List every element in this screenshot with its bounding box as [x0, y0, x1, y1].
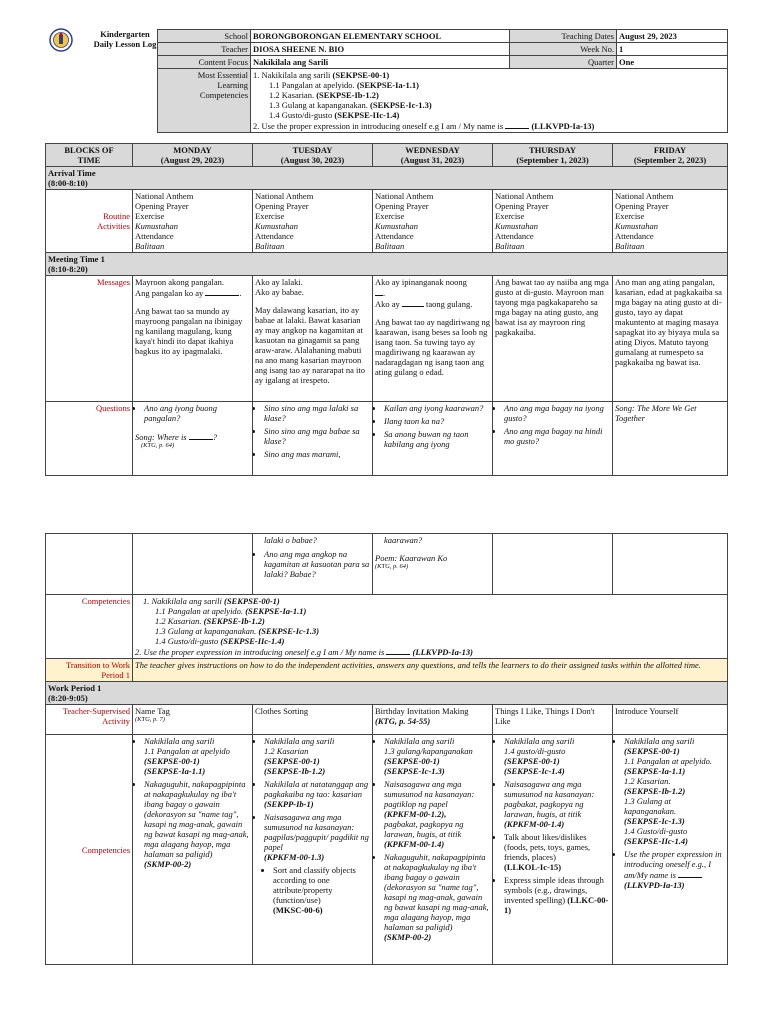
messages-tuesday: Ako ay lalaki. Ako ay babae. May dalawang kasarian, ito ay babae at lalaki. Bawat kasarian ay may angkop na kagamitan at kasuotan na ginagamit sa pang araw-araw. Alalahaning mabuti na ano mang kasarian mayroon ang isang tao ay nararapat na ito ay igalang at irespeto. — [253, 276, 373, 402]
questions-tuesday-cont: lalaki o babae? • Ano ang mga angkop na kagamitan at kasuotan para sa lalaki? Babae? — [253, 534, 373, 595]
routine-friday: National Anthem Opening Prayer Exercise Kumustahan Attendance Balitaan — [613, 190, 728, 253]
competency-item: 2. Use the proper expression in introducing oneself e.g I am / My name is (LLKVPD-Ia-13) — [135, 647, 473, 658]
arrival-time-heading: Arrival Time (8:00-8:10) — [46, 167, 728, 190]
work-period-heading: Work Period 1 (8:20-9:05) — [46, 682, 728, 705]
day-header-row — [46, 144, 728, 167]
tsa-friday: Introduce Yourself — [613, 705, 728, 735]
competencies2-thursday: • Nakikilala ang sarili 1.4 gusto/di-gusto (SEKPSE-00-1) (SEKPSE-Ic-1.4) • Naisasagawa ang mga sumusunod na kasanayan: pagbakat, pagkopya ng larawan, hugis, at titik (KPKFM-00-1.4) • Talk about likes/dislikes (foods, pets, toys, games, friends, places) (LLKOL-Ic-15) • Express simple ideas through symbols (e.g., drawings, invented spelling) (LLKC-00-1) — [493, 735, 613, 965]
melc-label: Most Essential Learning Competencies — [158, 69, 251, 133]
messages-row — [46, 276, 728, 402]
routine-monday: National Anthem Opening Prayer Exercise Kumustahan Attendance Balitaan — [133, 190, 253, 253]
tsa-monday: Name Tag (KTG, p. 7) — [133, 705, 253, 735]
transition-text: The teacher gives instructions on how to do the independent activities, answers any questions, and tells the learners to do their assigned tasks within the allotted time. — [133, 659, 728, 682]
tsa-thursday: Things I Like, Things I Don't Like — [493, 705, 613, 735]
teacher-label: Teacher — [158, 43, 251, 56]
melc-item: 1.1 Pangalan at apelyido. (SEKPSE-Ia-1.1) — [269, 80, 419, 91]
questions-continued-row — [46, 534, 728, 595]
meeting-time-heading: Meeting Time 1 (8:10-8:20) — [46, 253, 728, 276]
day-header-monday: MONDAY (August 29, 2023) — [133, 144, 253, 167]
day-header-tuesday: TUESDAY (August 30, 2023) — [253, 144, 373, 167]
competencies2-monday: • Nakikilala ang sarili 1.1 Pangalan at apelyido (SEKPSE-00-1) (SEKPSE-Ia-1.1) • Nakaguguhit, nakapagpipinta at nakapagkukulay ng iba't ibang bagay o gawain (dekorasyon sa "name tag", kasapi ng mag-anak, gawain ng bawat kasapi ng mag-anak, mga alagang hayop, mga halaman sa paligid) (SKMP-00-2) — [133, 735, 253, 965]
questions-wednesday: • Kailan ang iyong kaarawan? • Ilang taon ka na? • Sa anong buwan ng taon kabilang ang iyong — [373, 402, 493, 476]
melc-item: 1.4 Gusto/di-gusto (SEKPSE-IIc-1.4) — [269, 110, 400, 121]
messages-monday: Mayroon akong pangalan. Ang pangalan ko ay . Ang bawat tao sa mundo ay mayroong pangalan na ibinigay ng kanilang magulang, kung kaya't hindi ito dapat ikahiya bagkus ito ay ipagmalaki. — [133, 276, 253, 402]
messages-label: Messages — [46, 276, 133, 402]
blocks-of-time-header: BLOCKS OF TIME — [46, 144, 133, 167]
tsa-row — [46, 705, 728, 735]
routine-wednesday: National Anthem Opening Prayer Exercise Kumustahan Attendance Balitaan — [373, 190, 493, 253]
tsa-tuesday: Clothes Sorting — [253, 705, 373, 735]
doc-title: Daily Lesson Log — [93, 39, 157, 50]
focus-value: Nakikilala ang Sarili — [251, 56, 510, 69]
messages-thursday: Ang bawat tao ay naiiba ang mga gusto at di-gusto. Mayroon man tayong mga pagkakapareho sa mga bagay na ating gusto, ang bawat isa ay mayroon ring pagkakaiba. — [493, 276, 613, 402]
routine-label: Routine Activities — [46, 190, 133, 253]
section-row-meeting — [46, 253, 728, 276]
competency-item: 1.2 Kasarian. (SEKPSE-Ib-1.2) — [155, 616, 265, 627]
competency-item: 1.1 Pangalan at apelyido. (SEKPSE-Ia-1.1) — [155, 606, 307, 617]
competencies2-row — [46, 735, 728, 965]
quarter-label: Quarter — [510, 56, 617, 69]
tsa-label: Teacher-Supervised Activity — [46, 705, 133, 735]
messages-wednesday: Ako ay ipinanganak noong . Ako ay taong gulang. Ang bawat tao ay nagdiriwang ng kaarawan, isang beses sa loob ng isang taon. Sa tuwing tayo ay magdiriwang ng kaarawan ay nadaragdagan ng isang taon ang ating gulang o edad. — [373, 276, 493, 402]
questions-wednesday-cont: kaarawan? Poem: Kaarawan Ko (KTG, p. 64) — [373, 534, 493, 595]
competencies-list — [133, 595, 728, 659]
questions-label: Questions — [46, 402, 133, 476]
deped-seal — [49, 28, 73, 52]
competency-item: 1.4 Gusto/di-gusto (SEKPSE-IIc-1.4) — [155, 636, 285, 647]
school-value: BORONGBORONGAN ELEMENTARY SCHOOL — [251, 30, 510, 43]
routine-tuesday: National Anthem Opening Prayer Exercise Kumustahan Attendance Balitaan — [253, 190, 373, 253]
quarter-value: One — [617, 56, 728, 69]
melc-item: 1.3 Gulang at kapanganakan. (SEKPSE-Ic-1.3) — [269, 100, 432, 111]
schedule-table-page1 — [45, 143, 728, 476]
dates-label: Teaching Dates — [510, 30, 617, 43]
transition-label: Transition to Work Period 1 — [46, 659, 133, 682]
week-label: Week No. — [510, 43, 617, 56]
focus-label: Content Focus — [158, 56, 251, 69]
melc-list — [251, 69, 728, 133]
competencies2-tuesday: • Nakikilala ang sarili 1.2 Kasarian (SEKPSE-00-1) (SEKPSE-Ib-1.2) • Nakikilala at natatanggap ang pagkakaiba ng tao: kasarian (SEKPP-Ib-1) • Naisasagawa ang mga sumusunod na kasanayan: pagpilas/paggupit/ pagdikit ng papel (KPKFM-00-1.3) • Sort and classify objects according to one attribute/property (function/use) (MKSC-00-6) — [253, 735, 373, 965]
school-label: School — [158, 30, 251, 43]
schedule-table-page2 — [45, 533, 728, 965]
questions-row — [46, 402, 728, 476]
day-header-thursday: THURSDAY (September 1, 2023) — [493, 144, 613, 167]
section-row-arrival — [46, 167, 728, 190]
header-info-table — [157, 29, 728, 133]
routine-row — [46, 190, 728, 253]
day-header-wednesday: WEDNESDAY (August 31, 2023) — [373, 144, 493, 167]
dates-value: August 29, 2023 — [617, 30, 728, 43]
competency-item: 1.3 Gulang at kapanganakan. (SEKPSE-Ic-1.3) — [155, 626, 320, 637]
competencies2-label: Competencies — [46, 735, 133, 965]
routine-thursday: National Anthem Opening Prayer Exercise Kumustahan Attendance Balitaan — [493, 190, 613, 253]
competencies-label: Competencies — [46, 595, 133, 659]
tsa-wednesday: Birthday Invitation Making (KTG, p. 54-55) — [373, 705, 493, 735]
section-row-work — [46, 682, 728, 705]
questions-tuesday: • Sino sino ang mga lalaki sa klase? • Sino sino ang mga babae sa klase? • Sino ang mas marami, — [253, 402, 373, 476]
melc-item: 2. Use the proper expression in introducing oneself e.g I am / My name is (LLKVPD-Ia-13) — [253, 121, 595, 132]
teacher-value: DIOSA SHEENE N. BIO — [251, 43, 510, 56]
melc-item: 1. Nakikilala ang sarili (SEKPSE-00-1) — [253, 70, 390, 81]
messages-friday: Ano man ang ating pangalan, kasarian, edad at pagkakaiba sa mga bagay na ating gusto at di-gusto, tayo ay dapat makuntento at maging masaya sapagkat ito ay biyaya mula sa ating Diyos. Matuto tayong gumalang at rumespeto sa pagkakaiba ng bawat isa. — [613, 276, 728, 402]
week-value: 1 — [617, 43, 728, 56]
day-header-friday: FRIDAY (September 2, 2023) — [613, 144, 728, 167]
grade-label: Kindergarten — [100, 29, 150, 39]
competency-item: 1. Nakikilala ang sarili (SEKPSE-00-1) — [143, 596, 280, 606]
questions-thursday: • Ano ang mga bagay na iyong gusto? • Ano ang mga bagay na hindi mo gusto? — [493, 402, 613, 476]
competencies2-wednesday: • Nakikilala ang sarili 1.3 gulang/kapanganakan (SEKPSE-00-1) (SEKPSE-Ic-1.3) • Naisasagawa ang mga sumusunod na kasanayan: pagtiklop ng papel (KPKFM-00-1.2), pagbakat, pagkopya ng larawan, hugis, at titik (KPKFM-00-1.4) • Nakaguguhit, nakapagpipinta at nakapagkukulay ng iba't ibang bagay o gawain (dekorasyon sa "name tag", kasapi ng mag-anak, gawain ng bawat kasapi ng mag-anak, mga alagang hayop, mga halaman sa paligid) (SKMP-00-2) — [373, 735, 493, 965]
transition-row — [46, 659, 728, 682]
competencies-row — [46, 595, 728, 659]
competencies2-friday: • Nakikilala ang sarili (SEKPSE-00-1) 1.1 Pangalan at apelyido. (SEKPSE-Ia-1.1) 1.2 Kasarian. (SEKPSE-Ib-1.2) 1.3 Gulang at kapanganakan. (SEKPSE-Ic-1.3) 1.4 Gusto/di-gusto (SEKPSE-IIc-1.4) • Use the proper expression in introducing oneself e.g., I am/My name is (LLKVPD-Ia-13) — [613, 735, 728, 965]
melc-item: 1.2 Kasarian. (SEKPSE-Ib-1.2) — [269, 90, 379, 101]
questions-monday: • Ano ang iyong buong pangalan? Song: Where is ? (KTG, p. 64) — [133, 402, 253, 476]
questions-friday: Song: The More We Get Together — [613, 402, 728, 476]
